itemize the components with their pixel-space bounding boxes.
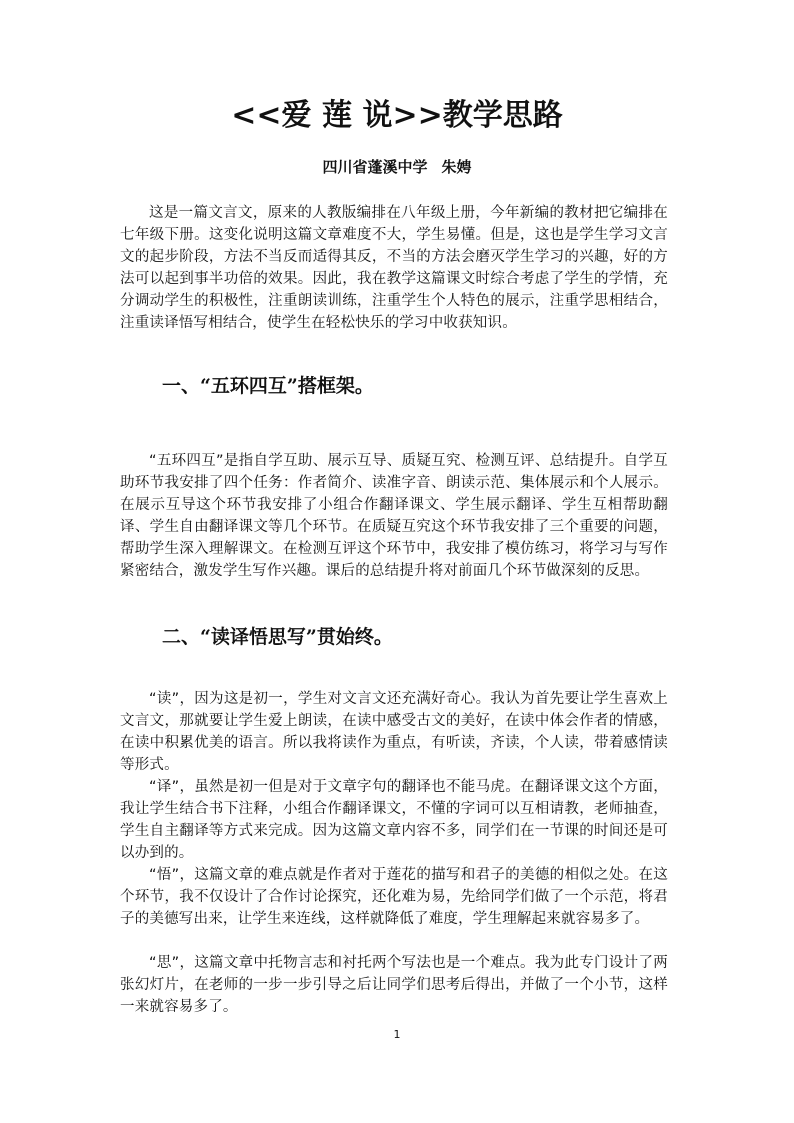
author-school: 四川省蓬溪中学	[322, 158, 428, 176]
section2-paragraph-comprehend: “悟”，这篇文章的难点就是作者对于莲花的描写和君子的美德的相似之处。在这个环节，我不仅设计了合作讨论探究，还化难为易，先给同学们做了一个示范，将君子的美德写出来，让学生来连线，这样就降低了难度，学生理解起来就容易多了。	[120, 867, 668, 927]
intro-paragraph: 这是一篇文言文，原来的人教版编排在八年级上册，今年新编的教材把它编排在七年级下册。这变化说明这篇文章难度不大，学生易懂。但是，这也是学生学习文言文的起步阶段，方法不当反而适得其反，不当的方法会磨灭学生学习的兴趣，好的方法可以起到事半功倍的效果。因此，我在教学这篇课文时综合考虑了学生的学情，充分调动学生的积极性，注重朗读训练，注重学生个人特色的展示，注重学思相结合，注重读译悟写相结合，使学生在轻松快乐的学习中收获知识。	[120, 205, 668, 331]
page-number: 1	[393, 1028, 401, 1041]
section1-paragraph: “五环四互”是指自学互助、展示互导、质疑互究、检测互评、总结提升。自学互助环节我安排了四个任务：作者简介、读准字音、朗读示范、集体展示和个人展示。在展示互导这个环节我安排了小组合作翻译课文、学生展示翻译、学生互相帮助翻译、学生自由翻译课文等几个环节。在质疑互究这个环节我安排了三个重要的问题，帮助学生深入理解课文。在检测互评这个环节中，我安排了模仿练习，将学习与写作紧密结合，激发学生写作兴趣。课后的总结提升将对前面几个环节做深刻的反思。	[120, 453, 668, 579]
section2-paragraph-read: “读”，因为这是初一，学生对文言文还充满好奇心。我认为首先要让学生喜欢上文言文，那就要让学生爱上朗读，在读中感受古文的美好，在读中体会作者的情感，在读中积累优美的语言。所以我将读作为重点，有听读，齐读，个人读，带着感情读等形式。	[120, 691, 668, 773]
section2-paragraph-translate: “译”，虽然是初一但是对于文章字句的翻译也不能马虎。在翻译课文这个方面，我让学生结合书下注释，小组合作翻译课文，不懂的字词可以互相请教，老师抽查，学生自主翻译等方式来完成。因为这篇文章内容不多，同学们在一节课的时间还是可以办到的。	[120, 779, 668, 861]
author-name: 朱娉	[441, 158, 472, 176]
document-title: <<爱 莲 说>>教学思路	[231, 98, 563, 133]
section-heading-1: 一、“五环四互”搭框架。	[162, 375, 374, 397]
author-line	[0, 156, 794, 178]
section2-paragraph-think: “思”，这篇文章中托物言志和衬托两个写法也是一个难点。我为此专门设计了两张幻灯片，在老师的一步一步引导之后让同学们思考后得出，并做了一个小节，这样一来就容易多了。	[120, 955, 668, 1015]
section-heading-2: 二、“读译悟思写”贯始终。	[162, 626, 393, 648]
